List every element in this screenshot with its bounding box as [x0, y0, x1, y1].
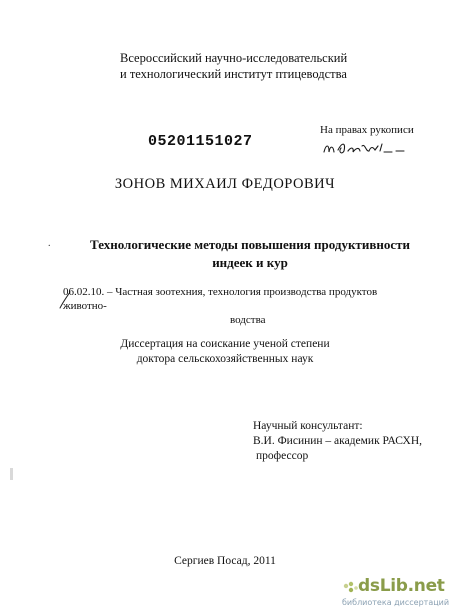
registration-number: 05201151027	[148, 133, 253, 150]
margin-mark	[10, 468, 13, 480]
dissertation-title	[40, 236, 450, 272]
logo-dots-icon	[342, 580, 358, 596]
institution-line1: Всероссийский научно-исследовательский	[120, 51, 348, 65]
watermark-subtitle: библиотека диссертаций	[342, 598, 450, 607]
consultant-title: профессор	[256, 450, 309, 462]
scientific-consultant	[253, 419, 422, 464]
author-name: ЗОНОВ МИХАИЛ ФЕДОРОВИЧ	[114, 176, 336, 192]
degree-line2: доктора сельскохозяйственных наук	[136, 353, 314, 365]
degree-line1: Диссертация на соискание ученой степени	[120, 338, 330, 350]
specialty-line1: 06.02.10. – Частная зоотехния, технология производства продуктов животно-	[63, 286, 378, 312]
watermark-name: dsLib.net	[358, 576, 445, 596]
consultant-label: Научный консультант:	[253, 420, 363, 432]
institution-name	[120, 50, 347, 82]
institution-line2: и технологический институт птицеводства	[120, 67, 347, 81]
specialty-code	[63, 285, 403, 327]
consultant-name: В.И. Фисинин – академик РАСХН,	[253, 435, 423, 447]
scan-mark: .	[48, 238, 51, 249]
manuscript-rights-label: На правах рукописи	[320, 124, 414, 136]
degree-statement	[0, 337, 450, 367]
title-line1: Технологические методы повышения продуктивности	[90, 237, 410, 252]
specialty-line2: водства	[230, 314, 266, 326]
watermark-logo[interactable]	[342, 576, 450, 615]
city-year: Сергиев Посад, 2011	[174, 555, 276, 567]
signature-icon	[318, 138, 408, 160]
title-line2: индеек и кур	[212, 255, 288, 270]
